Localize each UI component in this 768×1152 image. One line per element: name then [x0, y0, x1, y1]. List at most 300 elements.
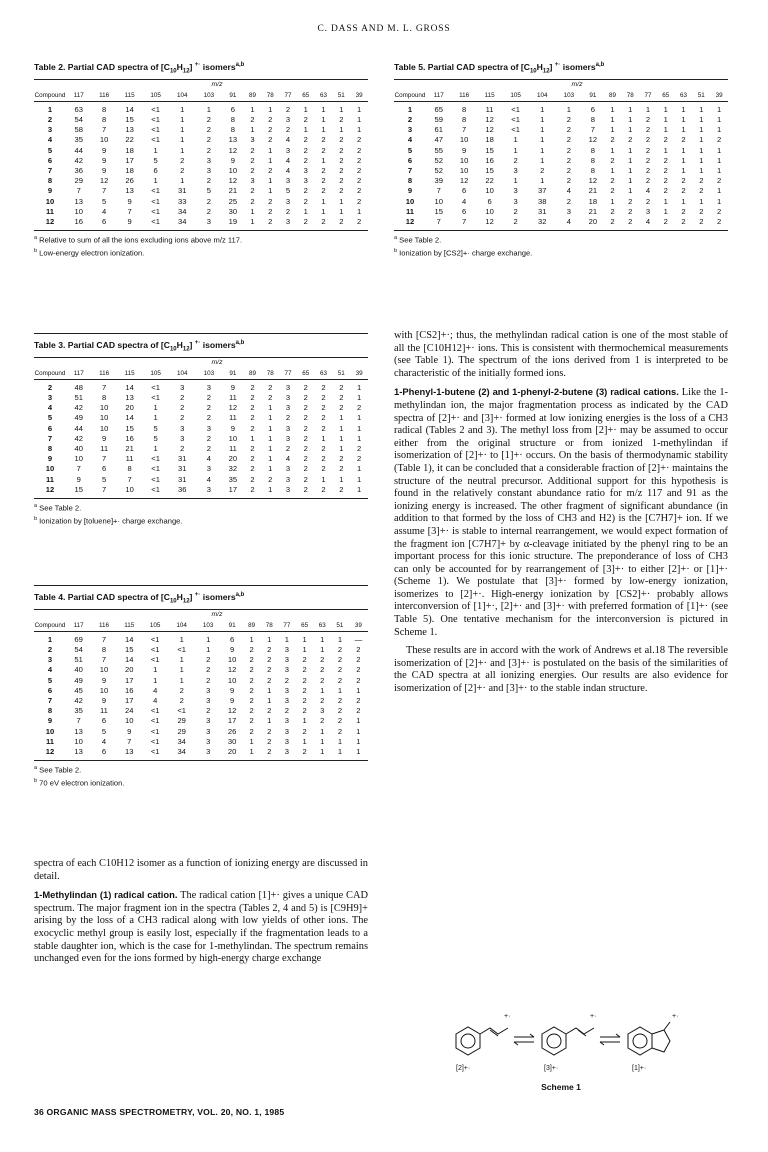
table-cell: 3 [645, 206, 651, 216]
table-cell: 2 [206, 392, 211, 402]
table-row [34, 101, 368, 115]
column-header: 39 [350, 368, 368, 380]
table-cell: 7 [102, 382, 107, 392]
footnote: $^b$ Ionization by [toluene]+· charge exchange. [34, 515, 183, 526]
table-cell: 2 [303, 135, 308, 145]
table-cell: 7 [102, 186, 107, 196]
table-cell: 3 [206, 736, 211, 746]
table-cell: 3 [513, 196, 518, 206]
table-cell: 2 [267, 726, 272, 736]
column-header: 117 [66, 90, 91, 102]
table-cell: 3 [284, 655, 290, 665]
column-header: 89 [244, 90, 262, 102]
table-cell: 2 [250, 423, 255, 433]
table-cell: 2 [339, 145, 344, 155]
table-cell: 9 [101, 695, 107, 705]
table-cell: 13 [66, 747, 91, 761]
table-cell: 1 [337, 634, 343, 644]
table-cell: 2 [321, 145, 326, 155]
table-2-notes [34, 231, 368, 259]
table-cell: 3 [285, 196, 291, 206]
table-cell: 36 [169, 485, 196, 499]
structure-2-icon [456, 1027, 508, 1055]
table-cell: 2 [339, 176, 344, 186]
table-cell: 3 [513, 165, 518, 175]
equilibrium-arrow-icon [514, 1034, 534, 1045]
column-header: 115 [117, 90, 142, 102]
table-cell: 1 [628, 145, 633, 155]
table-cell: 2 [339, 114, 344, 124]
table-cell: 1 [663, 125, 668, 135]
left-paragraph-1: spectra of each C10H12 isomer as a function of ionizing energy are discussed in detail. [34, 858, 368, 882]
table-cell: 13 [125, 125, 134, 135]
table-cell: 1 [513, 145, 518, 155]
table-cell: 2 [513, 206, 518, 216]
table-cell: 3 [206, 685, 211, 695]
table-cell: 9 [230, 423, 235, 433]
table-cell: 2 [356, 706, 361, 716]
column-header: 63 [315, 90, 333, 102]
table-cell: <1 [150, 655, 160, 665]
table-cell: 2 [566, 155, 571, 165]
table-row [34, 403, 368, 413]
table-cell: 2 [250, 443, 255, 453]
table-cell: 7 [590, 125, 595, 135]
table-cell: 7 [426, 217, 451, 231]
table-cell: 2 [206, 433, 211, 443]
table-cell: 2 [249, 675, 254, 685]
table-cell: 1 [356, 125, 362, 135]
table-cell: 1 [250, 433, 255, 443]
table-cell: 31 [178, 464, 187, 474]
table-cell: 4 [556, 217, 583, 231]
table-cell: 1 [339, 433, 344, 443]
table-cell: 2 [297, 217, 315, 231]
table-cell: 10 [485, 186, 494, 196]
table-cell: 32 [228, 464, 238, 474]
column-header: 104 [529, 90, 556, 102]
table-cell: 21 [588, 186, 598, 196]
table-cell: 29 [177, 726, 186, 736]
table-cell: 2 [356, 176, 362, 186]
table-cell: 6 [462, 186, 467, 196]
table-cell: 1 [628, 165, 633, 175]
table-cell: 2 [303, 114, 308, 124]
table-cell: 3 [284, 665, 290, 675]
table-cell: 8 [127, 464, 132, 474]
table-cell: 9 [229, 685, 235, 695]
table-cell: 2 [320, 675, 325, 685]
table-cell: 48 [74, 382, 83, 392]
table-cell: 34 [169, 217, 196, 231]
table-cell: 1 [699, 155, 704, 165]
table-cell: 51 [74, 392, 83, 402]
table-cell: 1 [268, 145, 273, 155]
table-cell: 2 [692, 217, 710, 231]
table-cell: 31 [178, 474, 187, 484]
table-cell: 1 [356, 114, 362, 124]
table-cell: 2 [710, 217, 728, 231]
table-cell: 30 [228, 206, 238, 216]
table-cell: 1 [356, 382, 362, 392]
table-cell: 2 [303, 423, 308, 433]
table-cell: 2 [610, 206, 615, 216]
table-cell: 1 [267, 634, 272, 644]
table-cell: 2 [285, 443, 291, 453]
table-cell: 2 [249, 726, 254, 736]
table-cell: 2 [249, 706, 254, 716]
table-cell: 2 [250, 474, 255, 484]
table-cell: 35 [74, 706, 83, 716]
compound-number: 11 [405, 206, 415, 216]
column-header: 104 [169, 368, 196, 380]
table-cell: 69 [74, 634, 83, 644]
table-cell: 5 [153, 155, 158, 165]
table-cell: <1 [150, 736, 160, 746]
table-5 [394, 62, 728, 259]
table-cell: 2 [268, 114, 273, 124]
table-cell: 2 [681, 135, 686, 145]
table-cell: 1 [699, 135, 704, 145]
footnote: $^a$ See Table 2. [34, 765, 82, 775]
column-header: 77 [278, 620, 296, 632]
table-row [34, 393, 368, 403]
table-row [34, 645, 368, 655]
table-cell: 16 [485, 155, 494, 165]
charge-label: +· [672, 1013, 679, 1020]
table-row [394, 207, 728, 217]
table-cell: 1 [663, 196, 668, 206]
compound-number: 6 [47, 155, 53, 165]
table-cell: 1 [356, 685, 361, 695]
table-cell: 7 [462, 125, 467, 135]
table-cell: 9 [127, 196, 132, 206]
compound-number: 12 [394, 217, 426, 231]
table-cell: 1 [321, 125, 326, 135]
table-cell: 34 [177, 736, 186, 746]
table-cell: 13 [125, 392, 134, 402]
table-cell: 1 [610, 125, 615, 135]
table-row [34, 665, 368, 675]
column-header: 39 [710, 90, 728, 102]
table-row [34, 186, 368, 196]
table-cell: 1 [610, 104, 615, 114]
table-cell: 1 [284, 634, 290, 644]
table-cell: — [354, 634, 363, 644]
compound-number: 3 [47, 392, 53, 402]
table-cell: 2 [356, 443, 362, 453]
compound-number: 7 [47, 695, 53, 705]
table-cell: 1 [206, 634, 211, 644]
table-cell: 2 [320, 655, 325, 665]
table-cell: 1 [261, 485, 279, 499]
table-cell: 1 [321, 196, 326, 206]
table-cell: 6 [102, 464, 107, 474]
table-cell: 2 [303, 454, 308, 464]
section-head-phenylbutene: 1-Phenyl-1-butene (2) and 1-phenyl-2-butene (3) radical cations. [394, 386, 679, 398]
table-cell: 1 [303, 104, 308, 114]
table-cell: 1 [268, 413, 273, 423]
table-cell: 1 [628, 176, 633, 186]
table-cell: 1 [681, 155, 686, 165]
table-cell: 26 [227, 726, 237, 736]
table-cell: 12 [588, 135, 598, 145]
table-cell: 2 [716, 176, 722, 186]
table-cell: 2 [356, 155, 362, 165]
column-header: 117 [66, 368, 91, 380]
column-header: 105 [142, 90, 169, 102]
table-cell: 10 [459, 155, 469, 165]
table-row [34, 217, 368, 231]
table-cell: 2 [663, 135, 668, 145]
table-cell: 16 [125, 433, 134, 443]
table-cell: 1 [179, 655, 184, 665]
compound-number: 10 [45, 464, 55, 474]
table-cell: 12 [588, 176, 598, 186]
column-header: 115 [117, 368, 142, 380]
table-cell: 26 [125, 176, 134, 186]
table-cell: 6 [230, 104, 235, 114]
table-cell: 1 [268, 443, 273, 453]
table-cell: <1 [150, 726, 160, 736]
table-cell: 1 [566, 104, 571, 114]
table-cell: 61 [434, 125, 443, 135]
column-header: 78 [261, 368, 279, 380]
table-cell: 3 [180, 423, 185, 433]
table-cell: 6 [101, 716, 107, 726]
table-cell: 2 [315, 485, 333, 499]
table-cell: 5 [153, 423, 158, 433]
structure-2-label: [2]+· [456, 1065, 471, 1072]
table-cell: 2 [320, 695, 325, 705]
table-cell: 35 [74, 135, 83, 145]
table-cell: 2 [337, 655, 343, 665]
table-cell: 1 [356, 474, 362, 484]
table-cell: 1 [339, 125, 344, 135]
column-header: 39 [350, 90, 368, 102]
table-cell: 2 [303, 464, 308, 474]
table-cell: 2 [250, 165, 255, 175]
table-cell: 2 [566, 125, 571, 135]
table-row [34, 379, 368, 393]
table-cell: 2 [339, 403, 344, 413]
table-cell: 3 [206, 464, 211, 474]
table-cell: 1 [681, 145, 686, 155]
table-cell: 1 [249, 634, 254, 644]
column-header: 89 [243, 620, 261, 632]
table-cell: 14 [125, 634, 134, 644]
table-row [394, 101, 728, 115]
table-cell: 2 [321, 413, 326, 423]
table-cell: 49 [74, 413, 83, 423]
table-cell: 33 [178, 196, 187, 206]
table-cell: 1 [356, 413, 362, 423]
table-cell: 5 [206, 186, 211, 196]
compound-number: 10 [45, 726, 55, 736]
table-cell: 1 [268, 433, 273, 443]
table-cell: 1 [153, 413, 158, 423]
table-cell: 2 [303, 145, 308, 155]
table-cell: 1 [350, 485, 368, 499]
table-cell: 2 [250, 413, 255, 423]
table-cell: 3 [285, 114, 291, 124]
table-cell: 2 [356, 145, 362, 155]
table-cell: 1 [628, 125, 633, 135]
table-cell: <1 [151, 125, 160, 135]
table-cell: 1 [268, 403, 273, 413]
table-3-top-rule [34, 333, 368, 334]
table-cell: 2 [321, 135, 326, 145]
table-cell: 32 [529, 217, 556, 231]
table-cell: 2 [645, 165, 651, 175]
column-header: 78 [261, 90, 279, 102]
table-cell: 1 [610, 165, 615, 175]
table-cell: 12 [99, 176, 109, 186]
table-cell: 2 [250, 155, 255, 165]
table-cell: 3 [284, 726, 290, 736]
table-cell: 1 [356, 736, 361, 746]
table-cell: 54 [74, 114, 83, 124]
table-cell: 3 [206, 382, 211, 392]
table-cell: 39 [434, 176, 443, 186]
table-cell: 1 [337, 736, 343, 746]
table-cell: 2 [339, 382, 344, 392]
table-cell: 3 [206, 726, 211, 736]
table-cell: 1 [180, 135, 185, 145]
column-header: 51 [332, 90, 350, 102]
table-cell: <1 [151, 186, 160, 196]
compound-number: 3 [47, 655, 53, 665]
table-cell: 2 [268, 206, 273, 216]
table-cell: 8 [102, 104, 107, 114]
table-cell: <1 [177, 644, 187, 654]
table-cell: 10 [485, 206, 494, 216]
table-cell: 1 [540, 114, 545, 124]
table-cell: 2 [502, 217, 529, 231]
table-cell: 22 [125, 135, 134, 145]
table-cell: 4 [206, 454, 211, 464]
right-body-text [394, 330, 728, 702]
table-row [34, 676, 368, 686]
compound-number: 8 [407, 176, 413, 186]
table-cell: 3 [250, 176, 255, 186]
table-cell: 1 [716, 186, 722, 196]
table-cell: 18 [588, 196, 598, 206]
table-cell: 20 [582, 217, 603, 231]
table-cell: 2 [302, 665, 307, 675]
table-3-caption: Table 3. Partial CAD spectra of $[C_{10}H_{12}]$ +· isomers$^{a,b}$ [34, 340, 368, 358]
table-cell: 1 [716, 125, 722, 135]
table-cell: 2 [339, 392, 344, 402]
table-row [34, 146, 368, 156]
table-cell: 9 [102, 145, 107, 155]
table-cell: 12 [459, 176, 469, 186]
table-cell: <1 [151, 464, 160, 474]
table-cell: 13 [117, 747, 142, 761]
table-cell: 1 [153, 403, 158, 413]
table-cell: 2 [249, 665, 254, 675]
compound-number: 6 [47, 423, 53, 433]
table-cell: 1 [663, 145, 668, 155]
table-cell: 2 [321, 176, 326, 186]
table-cell: 16 [125, 685, 134, 695]
table-cell: 2 [206, 655, 211, 665]
column-header: 105 [502, 90, 529, 102]
table-cell: 13 [74, 196, 83, 206]
table-cell: 2 [267, 644, 272, 654]
table-cell: <1 [150, 706, 160, 716]
column-header: 78 [621, 90, 639, 102]
table-row [34, 686, 368, 696]
table-cell: 30 [227, 736, 237, 746]
compound-number: 8 [47, 443, 53, 453]
table-row [34, 125, 368, 135]
table-cell: 2 [261, 217, 279, 231]
table-cell: 5 [102, 196, 107, 206]
table-cell: 24 [125, 706, 134, 716]
table-cell: 1 [313, 747, 331, 761]
table-cell: 17 [125, 695, 134, 705]
table-cell: 2 [206, 176, 211, 186]
table-cell: 8 [101, 644, 107, 654]
compound-number: 12 [34, 747, 66, 761]
table-cell: 2 [206, 443, 211, 453]
table-3 [34, 333, 368, 527]
table-cell: 4 [153, 695, 158, 705]
table-cell: 9 [229, 695, 235, 705]
table-cell: 1 [267, 695, 272, 705]
table-cell: 1 [320, 634, 325, 644]
table-cell: <1 [150, 716, 160, 726]
table-cell: 2 [315, 217, 333, 231]
table-cell: 2 [302, 675, 307, 685]
table-cell: 1 [699, 196, 704, 206]
table-cell: 51 [74, 655, 83, 665]
table-cell: 2 [206, 675, 211, 685]
table-cell: 34 [178, 206, 187, 216]
table-cell: 1 [681, 165, 686, 175]
table-cell: 3 [284, 695, 290, 705]
column-header: 116 [451, 90, 476, 102]
table-cell: 1 [610, 114, 615, 124]
table-cell: 34 [168, 747, 195, 761]
table-cell: <1 [142, 747, 169, 761]
column-header: 117 [426, 90, 451, 102]
table-cell: 2 [206, 706, 211, 716]
table-cell: 40 [74, 665, 83, 675]
table-cell: 2 [356, 655, 361, 665]
table-cell: 14 [125, 382, 134, 392]
column-header: 63 [313, 620, 331, 632]
column-header: 116 [91, 620, 116, 632]
table-cell: 2 [206, 125, 211, 135]
table-cell: 14 [125, 104, 134, 114]
table-cell: 3 [285, 464, 291, 474]
table-cell: 1 [681, 114, 686, 124]
table-cell: 8 [230, 125, 235, 135]
table-cell: 10 [117, 485, 142, 499]
compound-number: 7 [47, 165, 53, 175]
table-cell: 1 [320, 685, 325, 695]
table-cell: 55 [434, 145, 443, 155]
compound-number: 1 [407, 104, 413, 114]
table-cell: 2 [249, 655, 254, 665]
compound-number: 4 [47, 665, 53, 675]
table-cell: 10 [228, 433, 238, 443]
table-cell: 1 [268, 423, 273, 433]
table-cell: 2 [350, 217, 368, 231]
table-row [34, 413, 368, 423]
